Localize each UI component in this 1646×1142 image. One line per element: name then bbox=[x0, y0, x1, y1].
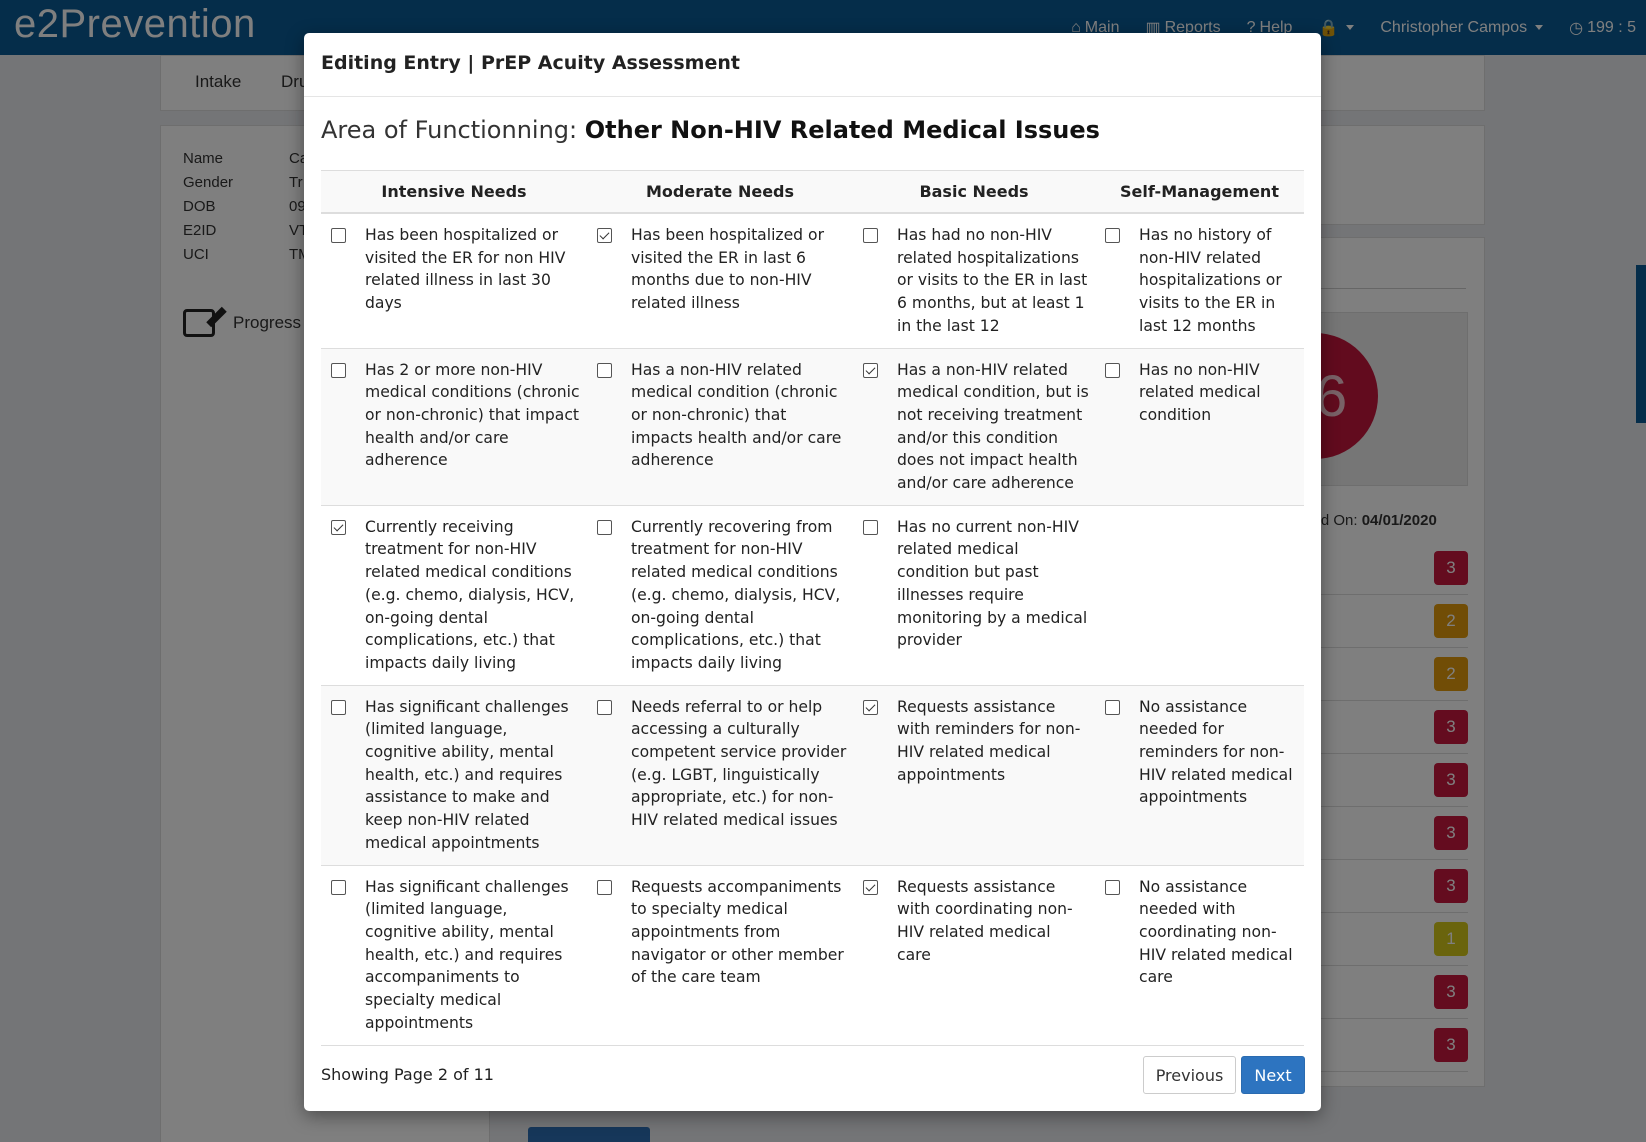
option-checkbox[interactable] bbox=[1105, 880, 1120, 895]
option-cell[interactable] bbox=[853, 866, 1095, 1045]
next-button[interactable]: Next bbox=[1241, 1056, 1305, 1094]
option-text: Has no history of non-HIV related hospitalizations or visits to the ER in last 12 months bbox=[1139, 226, 1282, 335]
option-checkbox[interactable] bbox=[331, 700, 346, 715]
area-name: Other Non-HIV Related Medical Issues bbox=[584, 116, 1100, 144]
table-row bbox=[321, 349, 1304, 506]
option-cell[interactable] bbox=[853, 506, 1095, 685]
pagination-status: Showing Page 2 of 11 bbox=[321, 1065, 494, 1084]
assessment-grid bbox=[321, 170, 1304, 1046]
column-header: Self-Management bbox=[1120, 182, 1279, 201]
option-text: Has no non-HIV related medical condition bbox=[1139, 360, 1261, 424]
option-checkbox[interactable] bbox=[331, 228, 346, 243]
option-cell[interactable] bbox=[853, 349, 1095, 505]
table-row bbox=[321, 866, 1304, 1046]
option-checkbox[interactable] bbox=[597, 228, 612, 243]
option-text: Needs referral to or help accessing a culturally competent service provider (e.g. LGBT, linguistically appropriate, etc.) for non-HIV related medical issues bbox=[631, 697, 847, 830]
option-text: Has a non-HIV related medical condition (chronic or non-chronic) that impacts health and/or care adherence bbox=[631, 360, 842, 470]
option-cell[interactable] bbox=[587, 349, 853, 505]
option-text: No assistance needed for reminders for non-HIV related medical appointments bbox=[1139, 697, 1293, 807]
option-text: Has a non-HIV related medical condition, but is not receiving treatment and/or this condition does not impact health and/or care adherence bbox=[897, 360, 1089, 493]
option-text: Currently recovering from treatment for non-HIV related medical conditions (e.g. chemo, dialysis, HCV, on-going dental complications, etc.) that impacts daily living bbox=[631, 517, 841, 672]
grid-body bbox=[321, 214, 1304, 1046]
area-prefix: Area of Functionning: bbox=[321, 116, 585, 144]
option-checkbox[interactable] bbox=[863, 520, 878, 535]
option-cell[interactable] bbox=[321, 506, 587, 685]
option-cell[interactable] bbox=[587, 686, 853, 865]
option-checkbox[interactable] bbox=[597, 700, 612, 715]
option-text: Has significant challenges (limited language, cognitive ability, mental health, etc.) and requires assistance to make and keep non-HIV related medical appointments bbox=[365, 697, 569, 852]
option-checkbox[interactable] bbox=[1105, 700, 1120, 715]
option-cell[interactable] bbox=[321, 214, 587, 348]
option-text: Has had no non-HIV related hospitalizations or visits to the ER in last 6 months, but at least 1 in the last 12 bbox=[897, 226, 1088, 335]
option-cell[interactable] bbox=[853, 214, 1095, 348]
option-cell[interactable] bbox=[321, 349, 587, 505]
column-header: Basic Needs bbox=[919, 182, 1029, 201]
option-checkbox[interactable] bbox=[863, 228, 878, 243]
option-cell[interactable] bbox=[1095, 866, 1304, 1045]
option-cell[interactable] bbox=[1095, 349, 1304, 505]
option-checkbox[interactable] bbox=[863, 363, 878, 378]
option-checkbox[interactable] bbox=[331, 363, 346, 378]
option-text: No assistance needed with coordinating non-HIV related medical care bbox=[1139, 877, 1293, 987]
option-text: Has no current non-HIV related medical condition but past illnesses require monitoring by a medical provider bbox=[897, 517, 1088, 650]
column-header: Intensive Needs bbox=[381, 182, 527, 201]
grid-header bbox=[321, 170, 1304, 214]
option-checkbox[interactable] bbox=[597, 363, 612, 378]
option-text: Requests assistance with coordinating non-HIV related medical care bbox=[897, 877, 1073, 964]
option-checkbox[interactable] bbox=[331, 880, 346, 895]
option-checkbox[interactable] bbox=[331, 520, 346, 535]
option-checkbox[interactable] bbox=[597, 880, 612, 895]
edit-entry-modal bbox=[304, 33, 1321, 1111]
option-checkbox[interactable] bbox=[1105, 228, 1120, 243]
area-title bbox=[321, 116, 1100, 144]
option-text: Has been hospitalized or visited the ER for non HIV related illness in last 30 days bbox=[365, 226, 566, 313]
previous-button[interactable]: Previous bbox=[1143, 1056, 1236, 1094]
table-row bbox=[321, 686, 1304, 866]
option-cell bbox=[1095, 506, 1304, 685]
option-cell[interactable] bbox=[1095, 686, 1304, 865]
option-cell[interactable] bbox=[321, 866, 587, 1045]
option-cell[interactable] bbox=[587, 506, 853, 685]
table-row bbox=[321, 506, 1304, 686]
option-cell[interactable] bbox=[587, 214, 853, 348]
option-cell[interactable] bbox=[853, 686, 1095, 865]
modal-title: Editing Entry | PrEP Acuity Assessment bbox=[304, 33, 1321, 97]
option-cell[interactable] bbox=[321, 686, 587, 865]
option-checkbox[interactable] bbox=[1105, 363, 1120, 378]
column-header: Moderate Needs bbox=[645, 182, 795, 201]
option-text: Has significant challenges (limited language, cognitive ability, mental health, etc.) and requires accompaniments to specialty medical appointments bbox=[365, 877, 569, 1032]
option-text: Requests accompaniments to specialty medical appointments from navigator or other member of the care team bbox=[631, 877, 844, 987]
option-cell[interactable] bbox=[587, 866, 853, 1045]
option-cell[interactable] bbox=[1095, 214, 1304, 348]
option-text: Requests assistance with reminders for non-HIV related medical appointments bbox=[897, 697, 1081, 784]
table-row bbox=[321, 214, 1304, 349]
option-text: Has 2 or more non-HIV medical conditions (chronic or non-chronic) that impact health and/or care adherence bbox=[365, 360, 580, 470]
option-checkbox[interactable] bbox=[863, 880, 878, 895]
option-checkbox[interactable] bbox=[863, 700, 878, 715]
option-text: Has been hospitalized or visited the ER in last 6 months due to non-HIV related illness bbox=[631, 226, 824, 313]
option-text: Currently receiving treatment for non-HIV related medical conditions (e.g. chemo, dialysis, HCV, on-going dental complications, etc.) that impacts daily living bbox=[365, 517, 575, 672]
option-checkbox[interactable] bbox=[597, 520, 612, 535]
